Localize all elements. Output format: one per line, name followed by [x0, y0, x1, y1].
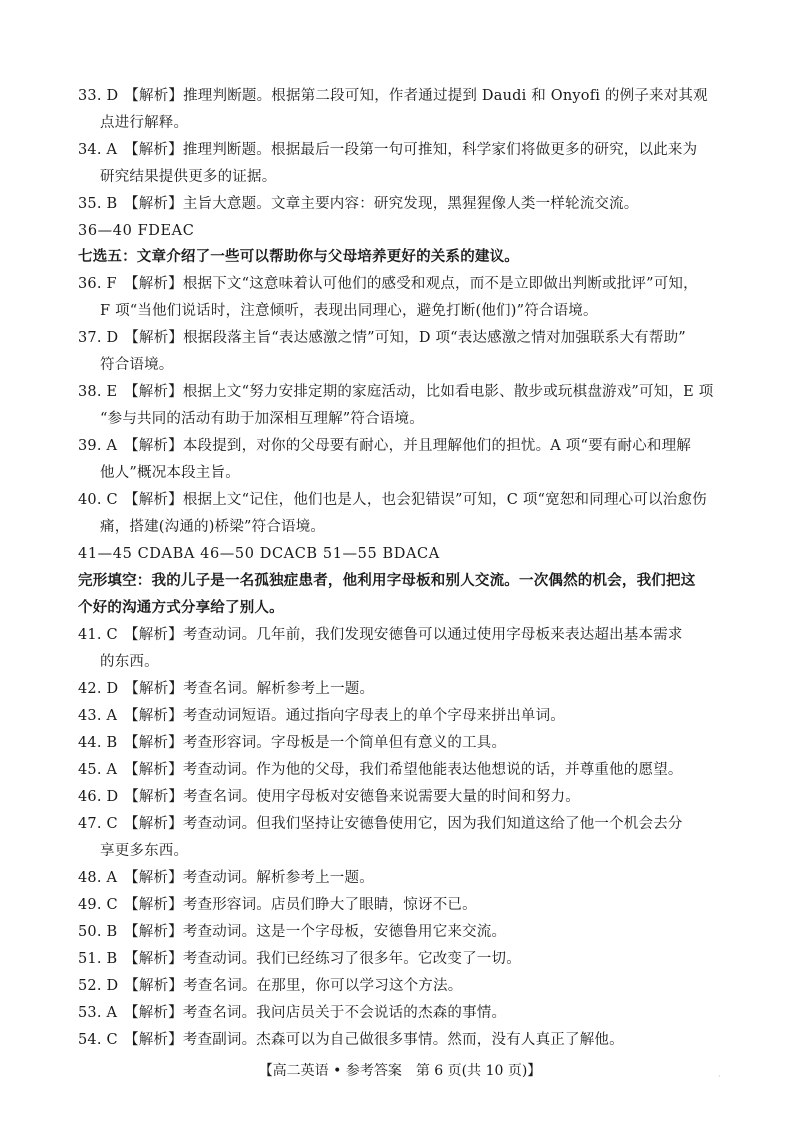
answers-41-55: 41—45 CDABA 46—50 DCACB 51—55 BDACA [78, 546, 440, 562]
answer-48: 48. A 【解析】考查动词。解析参考上一题。 [78, 870, 374, 886]
answer-52: 52. D 【解析】考查名词。在那里，你可以学习这个方法。 [78, 978, 463, 994]
answer-46: 46. D 【解析】考查名词。使用字母板对安德鲁来说需要大量的时间和努力。 [78, 789, 581, 805]
answer-36-cont: F 项“当他们说话时，注意倾听，表现出同理心，避免打断(他们)”符合语境。 [100, 303, 598, 319]
answer-33: 33. D 【解析】推理判断题。根据第二段可知，作者通过提到 Daudi 和 Onyofi 的例子来对其观 [78, 88, 708, 104]
footer-mark: · [718, 1072, 721, 1081]
answers-36-40: 36—40 FDEAC [78, 223, 195, 239]
section-heading-cloze: 完形填空：我的儿子是一名孤独症患者，他利用字母板和别人交流。一次偶然的机会，我们把这 [78, 573, 696, 589]
answer-44: 44. B 【解析】考查形容词。字母板是一个简单但有意义的工具。 [78, 735, 507, 751]
answer-43: 43. A 【解析】考查动词短语。通过指向字母表上的单个字母来拼出单词。 [78, 708, 566, 724]
answer-39: 39. A 【解析】本段提到，对你的父母要有耐心，并且理解他们的担忧。A 项“要有耐心和理解 [78, 438, 692, 454]
answer-37: 37. D 【解析】根据段落主旨“表达感激之情”可知，D 项“表达感激之情对加强联系大有帮助” [78, 330, 686, 346]
answer-45: 45. A 【解析】考查动词。作为他的父母，我们希望他能表达他想说的话，并尊重他的愿望。 [78, 762, 683, 778]
answer-37-cont: 符合语境。 [100, 357, 174, 373]
answer-40: 40. C 【解析】根据上文“记住，他们也是人，也会犯错误”可知，C 项“宽恕和同理心可以治愈伤 [78, 492, 707, 508]
answer-34: 34. A 【解析】推理判断题。根据最后一段第一句可推知，科学家们将做更多的研究，以此来为 [78, 142, 698, 158]
answer-36: 36. F 【解析】根据下文“这意味着认可他们的感受和观点，而不是立即做出判断或批评”可知， [78, 276, 698, 292]
answer-42: 42. D 【解析】考查名词。解析参考上一题。 [78, 681, 375, 697]
answer-39-cont: 他人”概况本段主旨。 [100, 465, 240, 481]
section-heading-seven-choose-five: 七选五：文章介绍了一些可以帮助你与父母培养更好的关系的建议。 [78, 249, 519, 265]
answer-49: 49. C 【解析】考查形容词。店员们睁大了眼睛，惊讶不已。 [78, 897, 477, 913]
answer-34-cont: 研究结果提供更多的证据。 [100, 169, 277, 185]
answer-38: 38. E 【解析】根据上文“努力安排定期的家庭活动，比如看电影、散步或玩棋盘游戏”可知，E 项 [78, 384, 714, 400]
answer-54: 54. C 【解析】考查副词。杰森可以为自己做很多事情。然而，没有人真正了解他。 [78, 1032, 624, 1048]
section-heading-cloze-cont: 个好的沟通方式分享给了别人。 [78, 600, 284, 616]
answer-33-cont: 点进行解释。 [100, 115, 189, 131]
answer-50: 50. B 【解析】考查动词。这是一个字母板，安德鲁用它来交流。 [78, 924, 507, 940]
answer-47: 47. C 【解析】考查动词。但我们坚持让安德鲁使用它，因为我们知道这给了他一个机会去分 [78, 816, 683, 832]
answer-51: 51. B 【解析】考查动词。我们已经练习了很多年。它改变了一切。 [78, 951, 521, 967]
page-footer: 【高二英语 • 参考答案 第 6 页(共 10 页)】 [258, 1063, 542, 1079]
answer-41: 41. C 【解析】考查动词。几年前，我们发现安德鲁可以通过使用字母板来表达超出基本需求 [78, 627, 683, 643]
answer-47-cont: 享更多东西。 [100, 843, 189, 859]
answer-40-cont: 痛，搭建(沟通的)桥梁”符合语境。 [100, 519, 326, 535]
answer-53: 53. A 【解析】考查名词。我问店员关于不会说话的杰森的事情。 [78, 1005, 507, 1021]
answer-35: 35. B 【解析】主旨大意题。文章主要内容：研究发现，黑猩猩像人类一样轮流交流。 [78, 196, 639, 212]
answer-38-cont: “参与共同的活动有助于加深相互理解”符合语境。 [100, 411, 424, 427]
answer-41-cont: 的东西。 [100, 654, 159, 670]
